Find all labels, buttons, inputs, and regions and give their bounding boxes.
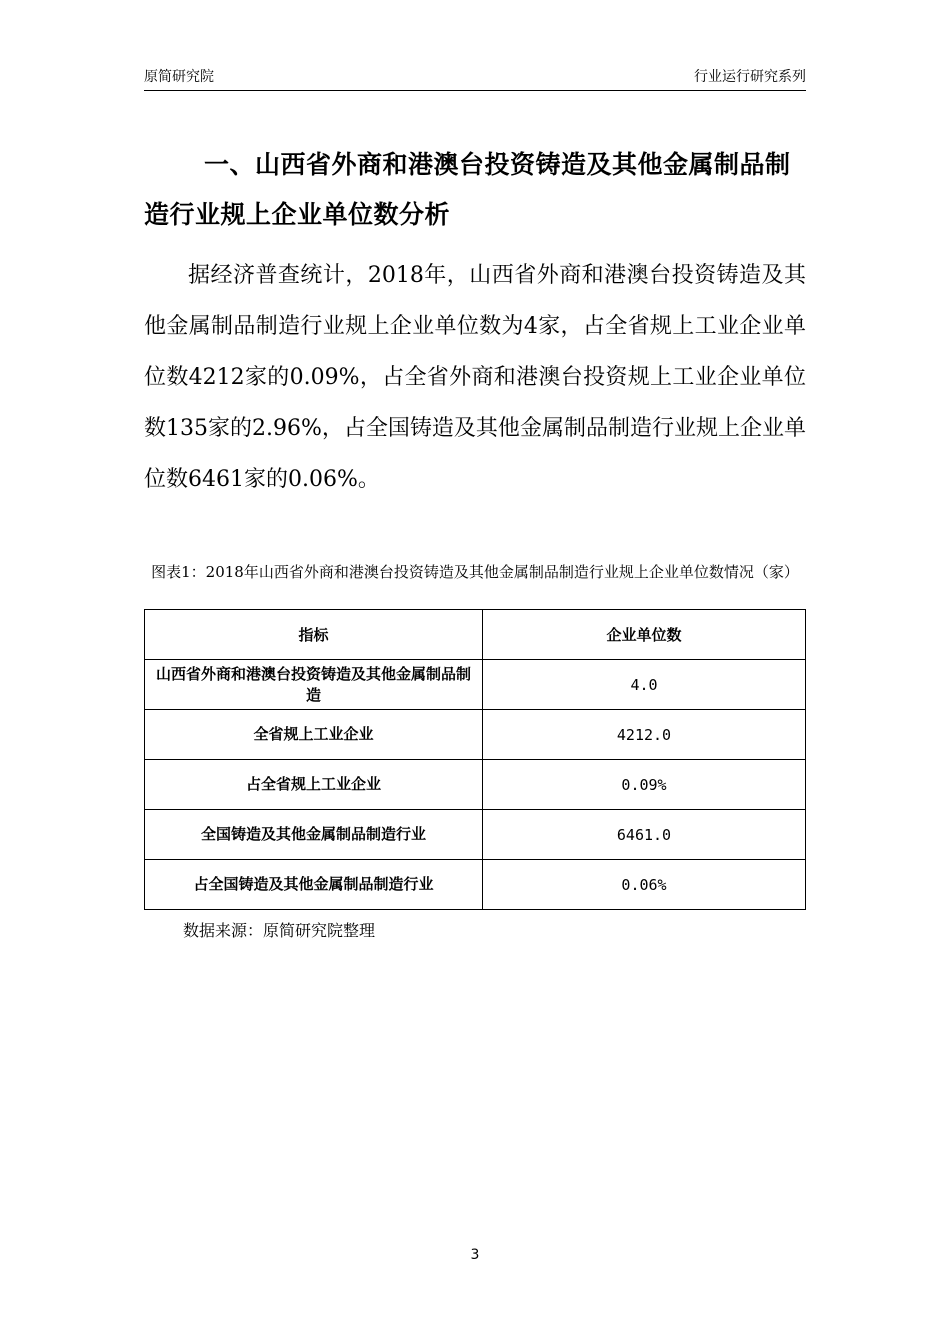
row-label: 山西省外商和港澳台投资铸造及其他金属制品制造 — [145, 660, 483, 710]
table-row — [145, 710, 806, 760]
row-value: 6461.0 — [483, 810, 806, 860]
row-value: 0.09% — [483, 760, 806, 810]
row-value: 4212.0 — [483, 710, 806, 760]
row-label: 占全国铸造及其他金属制品制造行业 — [145, 860, 483, 910]
data-table — [144, 609, 806, 910]
header-series-name: 行业运行研究系列 — [694, 69, 806, 85]
header-org-name: 原简研究院 — [144, 69, 214, 85]
row-value: 4.0 — [483, 660, 806, 710]
table-row — [145, 860, 806, 910]
row-label: 全国铸造及其他金属制品制造行业 — [145, 810, 483, 860]
row-label: 占全省规上工业企业 — [145, 760, 483, 810]
table-caption: 图表1：2018年山西省外商和港澳台投资铸造及其他金属制品制造行业规上企业单位数情况（家） — [151, 563, 799, 581]
row-label: 全省规上工业企业 — [145, 710, 483, 760]
column-header-indicator: 指标 — [145, 610, 483, 660]
data-source-note: 数据来源：原简研究院整理 — [183, 921, 376, 940]
body-paragraph: 据经济普查统计，2018年，山西省外商和港澳台投资铸造及其他金属制品制造行业规上企业单位数为4家，占全省规上工业企业单位数4212家的0.09%，占全省外商和港澳台投资规上工业企业单位数135家的2.96%，占全国铸造及其他金属制品制造行业规上企业单位数6461家的0.06%。 — [144, 263, 806, 492]
page-header — [144, 66, 806, 91]
table-header-row — [145, 610, 806, 660]
table-row — [145, 760, 806, 810]
table-row — [145, 810, 806, 860]
column-header-count: 企业单位数 — [483, 610, 806, 660]
row-value: 0.06% — [483, 860, 806, 910]
section-heading: 一、山西省外商和港澳台投资铸造及其他金属制品制造行业规上企业单位数分析 — [144, 150, 791, 229]
page-number: 3 — [470, 1247, 480, 1263]
table-row — [145, 660, 806, 710]
